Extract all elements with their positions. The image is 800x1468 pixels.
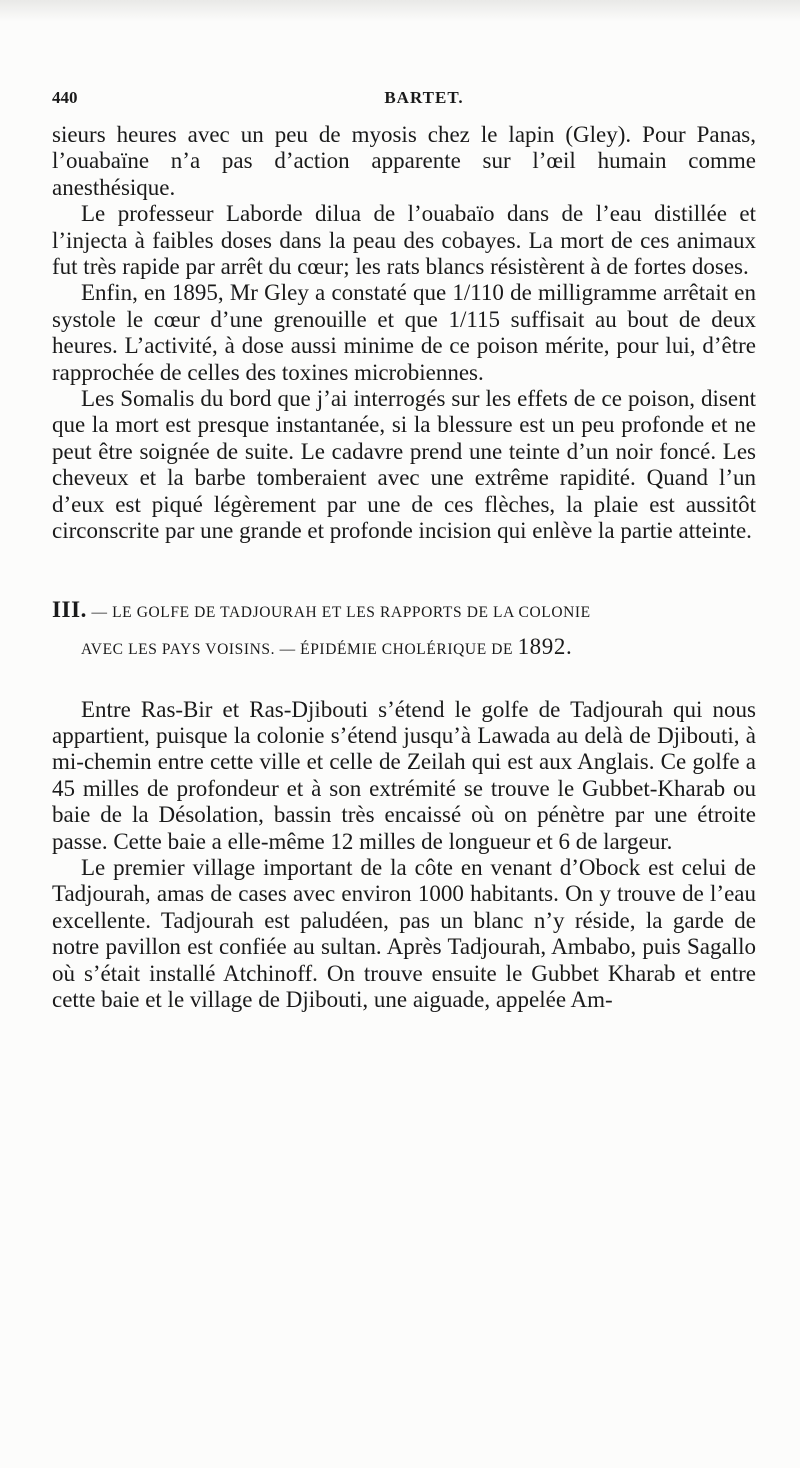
section-title-line2-wrap (52, 630, 756, 667)
section-title-line1: LE GOLFE DE TADJOURAH ET LES RAPPORTS DE LA COLONIE (112, 603, 591, 621)
paragraph: sieurs heures avec un peu de myosis chez le lapin (Gley). Pour Panas, l’ouabaïne n’a pas d’action apparente sur l’œil humain comme anesthésique. (52, 122, 756, 200)
section-dash: — (87, 603, 113, 621)
paragraph: Le professeur Laborde dilua de l’ouabaïo dans de l’eau distillée et l’injecta à faibles doses dans la peau des cobayes. La mort de ces animaux fut très rapide par arrêt du cœur; les rats blancs résistèrent à de fortes doses. (52, 201, 756, 280)
paragraph: Entre Ras-Bir et Ras-Djibouti s’étend le golfe de Tadjourah qui nous appartient, puisque la colonie s’étend jusqu’à Lawada au delà de Djibouti, à mi-chemin entre cette ville et celle de Zeilah qui est aux Anglais. Ce golfe a 45 milles de profondeur et à son extrémité se trouve le Gubbet-Kharab ou baie de la Désolation, bassin très encaissé où on pénètre par une étroite passe. Cette baie a elle-même 12 milles de longueur et 6 de largeur. (52, 696, 756, 854)
section-numeral: III. (52, 596, 88, 622)
section-year: 1892. (517, 633, 573, 659)
paragraph: Le premier village important de la côte en venant d’Obock est celui de Tadjourah, amas de cases avec environ 1000 habitants. On y trouve de l’eau excellente. Tadjourah est paludéen, pas un blanc n’y réside, la garde de notre pavillon est confiée au sultan. Après Tadjourah, Ambabo, puis Sagallo où s’était installé Atchinoff. On trouve ensuite le Gubbet Kharab et entre cette baie et le village de Djibouti, une aiguade, appelée Am- (52, 854, 756, 1012)
running-head (52, 88, 756, 114)
paragraph: Enfin, en 1895, Mr Gley a constaté que 1/110 de milligramme arrêtait en systole le cœur d’une grenouille et que 1/115 suffisait au bout de deux heures. L’activité, à dose aussi minime de ce poison mérite, pour lui, d’être rapprochée de celles des toxines microbiennes. (52, 280, 756, 385)
section-spacing (52, 545, 756, 593)
section-heading (52, 593, 756, 667)
page-top-edge (0, 0, 800, 22)
paragraph: Les Somalis du bord que j’ai interrogés sur les effets de ce poison, disent que la mort est presque instantanée, si la blessure est un peu profonde et ne peut être soignée de suite. Le cadavre prend une teinte d’un noir foncé. Les cheveux et la barbe tomberaient avec une extrême rapidité. Quand l’un d’eux est piqué légèrement par une de ces flèches, la plaie est aussitôt circonscrite par une grande et profonde incision qui enlève la partie atteinte. (52, 386, 756, 544)
section-title-line2: AVEC LES PAYS VOISINS. — ÉPIDÉMIE CHOLÉRIQUE DE (81, 640, 518, 658)
body-text (52, 122, 756, 1013)
section-spacing (52, 667, 756, 697)
running-head-author: BARTET. (384, 88, 464, 107)
page-number: 440 (52, 88, 78, 107)
